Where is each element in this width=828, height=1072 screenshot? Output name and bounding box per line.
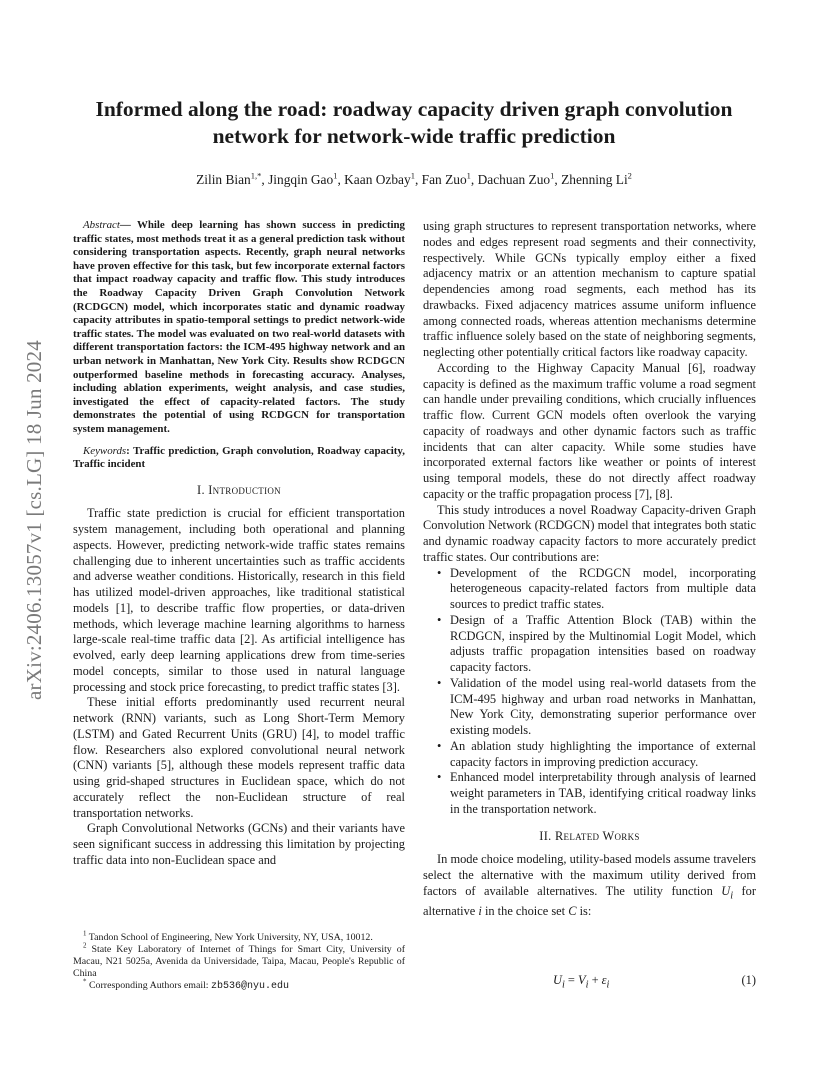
abstract-label: Abstract	[83, 219, 120, 231]
contribution-item: • Validation of the model using real-world datasets from the ICM-495 highway and urban road networks in Manhattan, New York City, demonstrating superior performance over existing models.	[450, 676, 756, 739]
author-name: Jingqin Gao	[268, 172, 334, 187]
contribution-list	[423, 566, 756, 818]
footnote: $^2$ State Key Laboratory of Internet of Things for Smart City, University of Macau, N21 5025a, Avenida da Universidade, Taipa, Macau, People's Republic of China	[73, 941, 405, 979]
corresponding-email[interactable]: zb536@nyu.edu	[211, 981, 290, 992]
contribution-item: • Design of a Traffic Attention Block (TAB) within the RCDGCN, inspired by the Multinomial Logit Model, which adjusts traffic propagation intensities based on roadway capacity factors.	[450, 613, 756, 676]
footnote: $^1$ Tandon School of Engineering, New York University, NY, USA, 10012.	[83, 929, 373, 943]
paper-title: Informed along the road: roadway capacity driven graph convolution network for network-wide traffic prediction	[95, 97, 733, 148]
body-paragraph: using graph structures to represent transportation networks, where nodes and edges represent road segments and their connectivity, respectively. While GCNs typically employ either a fixed adjacency matrix or an attention mechanism to capture spatial dependencies among road segments, each method has its drawbacks. Fixed adjacency matrices assume uniform influence among connected roads, whereas attention mechanisms determine traffic influence solely based on the state of neighboring segments, neglecting other potentially critical factors like roadway capacity.	[423, 219, 756, 359]
body-paragraph: According to the Highway Capacity Manual [6], roadway capacity is defined as the maximum traffic volume a road segment can handle under prevailing conditions, which crucially influences traffic flow. Current GCN models often overlook the varying capacity of roadways and other dynamic factors such as traffic incidents that can alter capacity. While some studies have incorporated external factors like weather or points of interest using temporal models, these do not directly affect roadway capacity or the traffic propagation process [7], [8].	[423, 360, 756, 501]
equation-body: $U_i = V_i + \varepsilon_i$	[553, 973, 610, 991]
author-affiliation-mark: 2	[627, 170, 632, 181]
intro-paragraph: Traffic state prediction is crucial for efficient transportation system management, including both operational and planning aspects. However, predicting network-wide traffic states remains challenging due to inherent uncertainties such as traffic accidents and adverse weather conditions. Historically, research in this field has utilized model-driven approaches, like traditional statistical models [1], to describe traffic flow properties, or data-driven methods, which leverage machine learning algorithms to harness large-scale real-time traffic data [2]. As artificial intelligence has evolved, early deep learning applications drew from time-series model concepts, similar to those used in natural language processing and stock price forecasting, to predict traffic states [3].	[73, 506, 405, 694]
right-column	[423, 219, 756, 920]
author-list: Zilin Bian$^{1,*}$, Jingqin Gao$^1$, Kaan Ozbay$^1$, Fan Zuo$^1$, Dachuan Zuo$^1$, Zhenning Li$^2$	[196, 170, 632, 187]
intro-paragraph: These initial efforts predominantly used recurrent neural network (RNN) variants, such as Long Short-Term Memory (LSTM) and Gated Recurrent Units (GRU) [4], to model traffic flow. Researchers also explored convolutional neural network (CNN) variants [5], although these models represent traffic data using grid-shaped structures in Euclidean space, which do not accurately reflect the non-Euclidean structure of real transportation networks.	[73, 695, 405, 820]
author-affiliation-mark: 1	[466, 170, 471, 181]
footnote: * Corresponding Authors email: zb536@nyu.edu	[83, 977, 290, 992]
abstract-text: — While deep learning has shown success in predicting traffic states, most methods treat it as a general prediction task without considering transportation aspects. Recently, graph neural networks have proven effective for this task, but few incorporate external factors that impact roadway capacity and traffic flow. This study introduces the Roadway Capacity Driven Graph Convolution Network (RCDGCN) model, which incorporates static and dynamic roadway capacity attributes in spatio-temporal settings to predict network-wide traffic states. The model was evaluated on two real-world datasets with different transportation factors: the ICM-495 highway network and an urban network in Manhattan, New York City. Results show RCDGCN outperformed baseline methods in forecasting accuracy. Analyses, including ablation experiments, weight analysis, and case studies, investigated the effect of capacity-related factors. The study demonstrates the potential of using RCDGCN for transportation system management.	[73, 219, 405, 435]
contribution-item: • Development of the RCDGCN model, incorporating heterogeneous capacity-related factors from multiple data sources to predict traffic states.	[450, 566, 756, 613]
intro-paragraph: Graph Convolutional Networks (GCNs) and their variants have seen significant success in addressing this limitation by projecting traffic data into non-Euclidean space and	[73, 821, 405, 867]
section-heading-introduction: I. Introduction	[197, 482, 281, 497]
author-affiliation-mark: 1	[550, 170, 555, 181]
section-heading-related-works: II. Related Works	[539, 828, 640, 843]
keywords-text: : Traffic prediction, Graph convolution, Roadway capacity, Traffic incident	[73, 444, 405, 471]
contribution-item: • An ablation study highlighting the importance of external capacity factors in improving prediction accuracy.	[450, 739, 756, 771]
body-paragraph: This study introduces a novel Roadway Capacity-driven Graph Convolution Network (RCDGCN) model that integrates both static and dynamic roadway capacity factors to more accurately predict traffic states. Our contributions are:	[423, 502, 756, 564]
author-affiliation-mark: 1,*	[250, 170, 262, 181]
keywords	[73, 445, 405, 472]
left-column	[73, 219, 405, 869]
author-name: Fan Zuo	[421, 172, 467, 187]
arxiv-identifier: arXiv:2406.13057v1 [cs.LG] 18 Jun 2024	[22, 340, 46, 700]
author-affiliation-mark: 1	[333, 170, 338, 181]
author-affiliation-mark: 1	[410, 170, 415, 181]
abstract	[73, 219, 405, 437]
author-name: Kaan Ozbay	[344, 172, 411, 187]
contribution-item: • Enhanced model interpretability through analysis of learned weight parameters in TAB, identifying critical roadway links in the transportation network.	[450, 770, 756, 817]
equation-number: (1)	[741, 973, 756, 987]
author-name: Dachuan Zuo	[477, 172, 551, 187]
author-name: Zilin Bian	[196, 172, 251, 187]
related-works-paragraph: In mode choice modeling, utility-based models assume travelers select the alternative with the maximum utility derived from factors of available alternatives. The utility function $U_i$ for alternative i in the choice set C is:	[423, 852, 757, 918]
footnotes	[73, 929, 405, 993]
keywords-label: Keywords	[83, 444, 127, 457]
author-name: Zhenning Li	[561, 172, 628, 187]
